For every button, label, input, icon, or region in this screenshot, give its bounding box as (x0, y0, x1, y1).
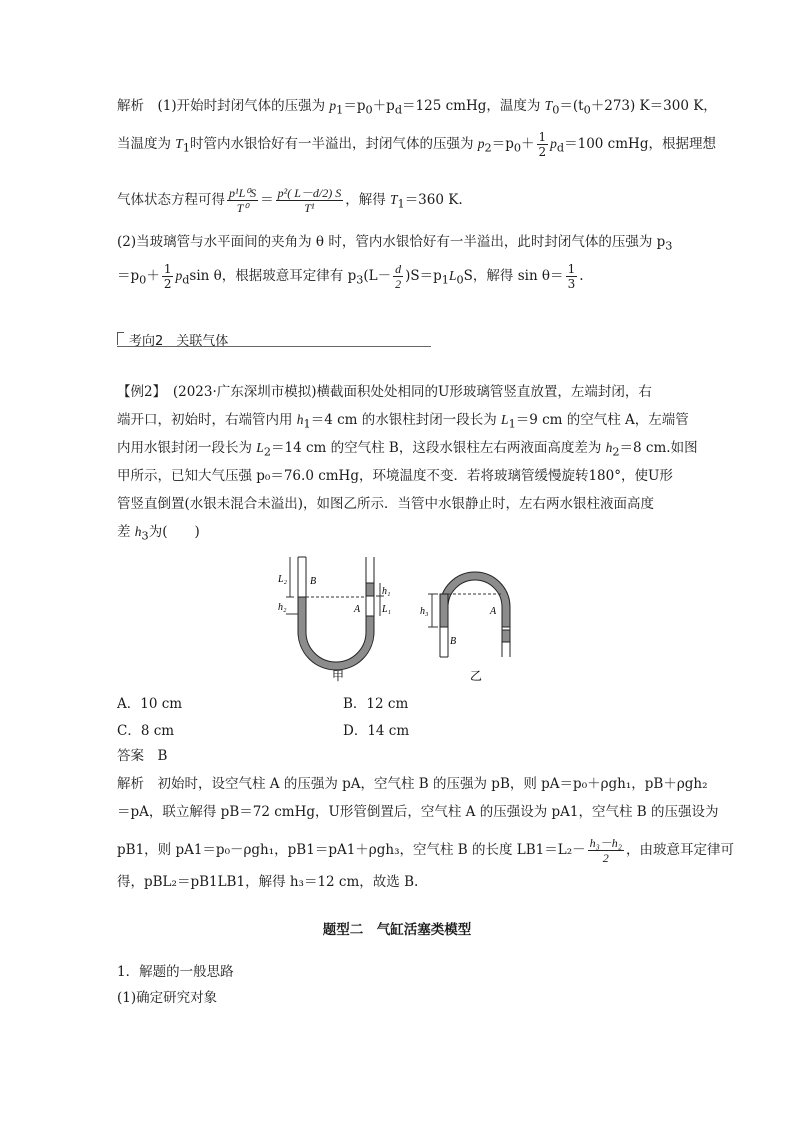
yi-left-mercury (440, 594, 448, 627)
fraction-half: $\frac{1}{2}$ (538, 130, 547, 159)
tag-corner-mark (117, 332, 124, 345)
section-heading: 题型二 气缸活塞类模型 (322, 922, 472, 938)
label-b2: B (450, 636, 457, 647)
section-tag-label: 考向2 关联气体 (129, 334, 229, 349)
step-1: 1．解题的一般思路 (117, 964, 234, 980)
fraction-d-half: $\frac{d}{2}$ (395, 262, 402, 291)
label-l2: L₂ (278, 574, 288, 585)
answer-line: 答案 B (117, 748, 168, 764)
yi-right-mercury (502, 630, 510, 642)
label-h2: h₂ (278, 602, 287, 613)
label-h3: h₃ (420, 606, 429, 617)
analysis2-line4: 得，pBL₂＝pB1LB1，解得 h₃＝12 cm，故选 B. (117, 874, 419, 890)
fraction-state1: $\frac{\text{p¹L⁰S}}{\text{T⁰}}$ (229, 186, 257, 215)
caption-jia: 甲 (332, 669, 345, 683)
caption-yi: 乙 (470, 669, 483, 683)
analysis1-line2: 当温度为 $T_1$时管内水银恰好有一半溢出，封闭气体的压强为 $p_2=p_0+$ $\frac{1}{2}$ $p_d=100$ cmHg，根据理想 (117, 130, 716, 159)
figure-jia (277, 557, 391, 670)
analysis1-line1: 解析 (1)开始时封闭气体的压强为 $p_1=p_0+p_d=125$ cmHg，温度为 $T_0=(t_0+273)$ K＝300 K， (117, 98, 717, 117)
option-d: D．14 cm (343, 723, 410, 739)
analysis2-line1: 解析 初始时，设空气柱 A 的压强为 pA，空气柱 B 的压强为 pB，则 pA＝p₀＋ρgh₁，pB＋ρgh₂ (117, 776, 708, 792)
figure-yi (420, 572, 510, 657)
example2-line3: 内用水银封闭一段长为 $L_2=14$ cm 的空气柱 B，这段水银柱左右两液面高度差为 $h_2=8$ cm.如图 (117, 440, 698, 459)
example2-line1: 【例2】 (2023·广东深圳市模拟)横截面积处处相同的U形玻璃管竖直放置，左端封闭，右 (117, 384, 652, 400)
fraction-third: $\frac{1}{3}$ (567, 262, 576, 291)
option-a: A．10 cm (117, 696, 183, 712)
label-a2: A (490, 606, 497, 617)
section-divider (117, 346, 431, 347)
fraction-half-2: $\frac{1}{2}$ (163, 262, 172, 291)
fraction-h-diff: $\frac{\text{h₃－h₂}}{2}$ (589, 836, 622, 865)
section-tag (117, 328, 431, 348)
analysis1-line4: (2)当玻璃管与水平面间的夹角为 θ 时，管内水银恰好有一半溢出，此时封闭气体的压强为 $p_3$ (117, 234, 673, 253)
mercury-u-bend (298, 597, 374, 670)
step-1-sub: (1)确定研究对象 (117, 990, 218, 1006)
option-b: B．12 cm (343, 696, 409, 712)
option-c: C．8 cm (117, 723, 175, 739)
label-a: A (354, 604, 361, 615)
u-tube-figure (270, 552, 530, 687)
label-h1: h₁ (382, 586, 391, 597)
example2-line5: 管竖直倒置(水银未混合未溢出)，如图乙所示．当管中水银静止时，左右两水银柱液面高度 (117, 496, 655, 512)
analysis2-line2: ＝pA，联立解得 pB＝72 cmHg，U形管倒置后，空气柱 A 的压强设为 pA1，空气柱 B 的压强设为 (117, 804, 719, 820)
example2-line2: 端开口，初始时，右端管内用 $h_1=4$ cm 的水银柱封闭一段长为 $L_1=9$ cm 的空气柱 A，左端管 (117, 412, 689, 431)
mercury-column-h1 (366, 583, 374, 596)
analysis1-line3: 气体状态方程可得 $\frac{\text{p¹L⁰S}}{\text{T⁰}}$ ＝ $\frac{\text{p²( L－d/2) S}}{\text{T¹}}$ ，解得 $T_1=360$ K. (117, 186, 463, 215)
mercury-inverted-bend (440, 572, 510, 627)
analysis2-line3: pB1，则 pA1＝p₀－ρgh₁，pB1＝pA1＋ρgh₃，空气柱 B 的长度 LB1＝L₂－ $\frac{\text{h₃－h₂}}{2}$ ，由玻意耳定律可 (117, 836, 734, 865)
label-l1: L₁ (382, 604, 392, 615)
example2-line4: 甲所示，已知大气压强 p₀＝76.0 cmHg，环境温度不变．若将玻璃管缓慢旋转180°，使U形 (117, 468, 673, 484)
label-b: B (310, 576, 317, 587)
analysis1-line5: $=p_0+$ $\frac{1}{2}$ $p_d\sin$ θ，根据玻意耳定律有 $p_3(L-$ $\frac{d}{2}$ )$S=p_1L_0S$，解得 sin θ＝ $\frac{1}{3}$ . (117, 262, 584, 291)
example2-line6: 差 $h_3$为( ) (117, 524, 200, 543)
fraction-state2: $\frac{\text{p²( L－d/2) S}}{\text{T¹}}$ (277, 186, 342, 215)
